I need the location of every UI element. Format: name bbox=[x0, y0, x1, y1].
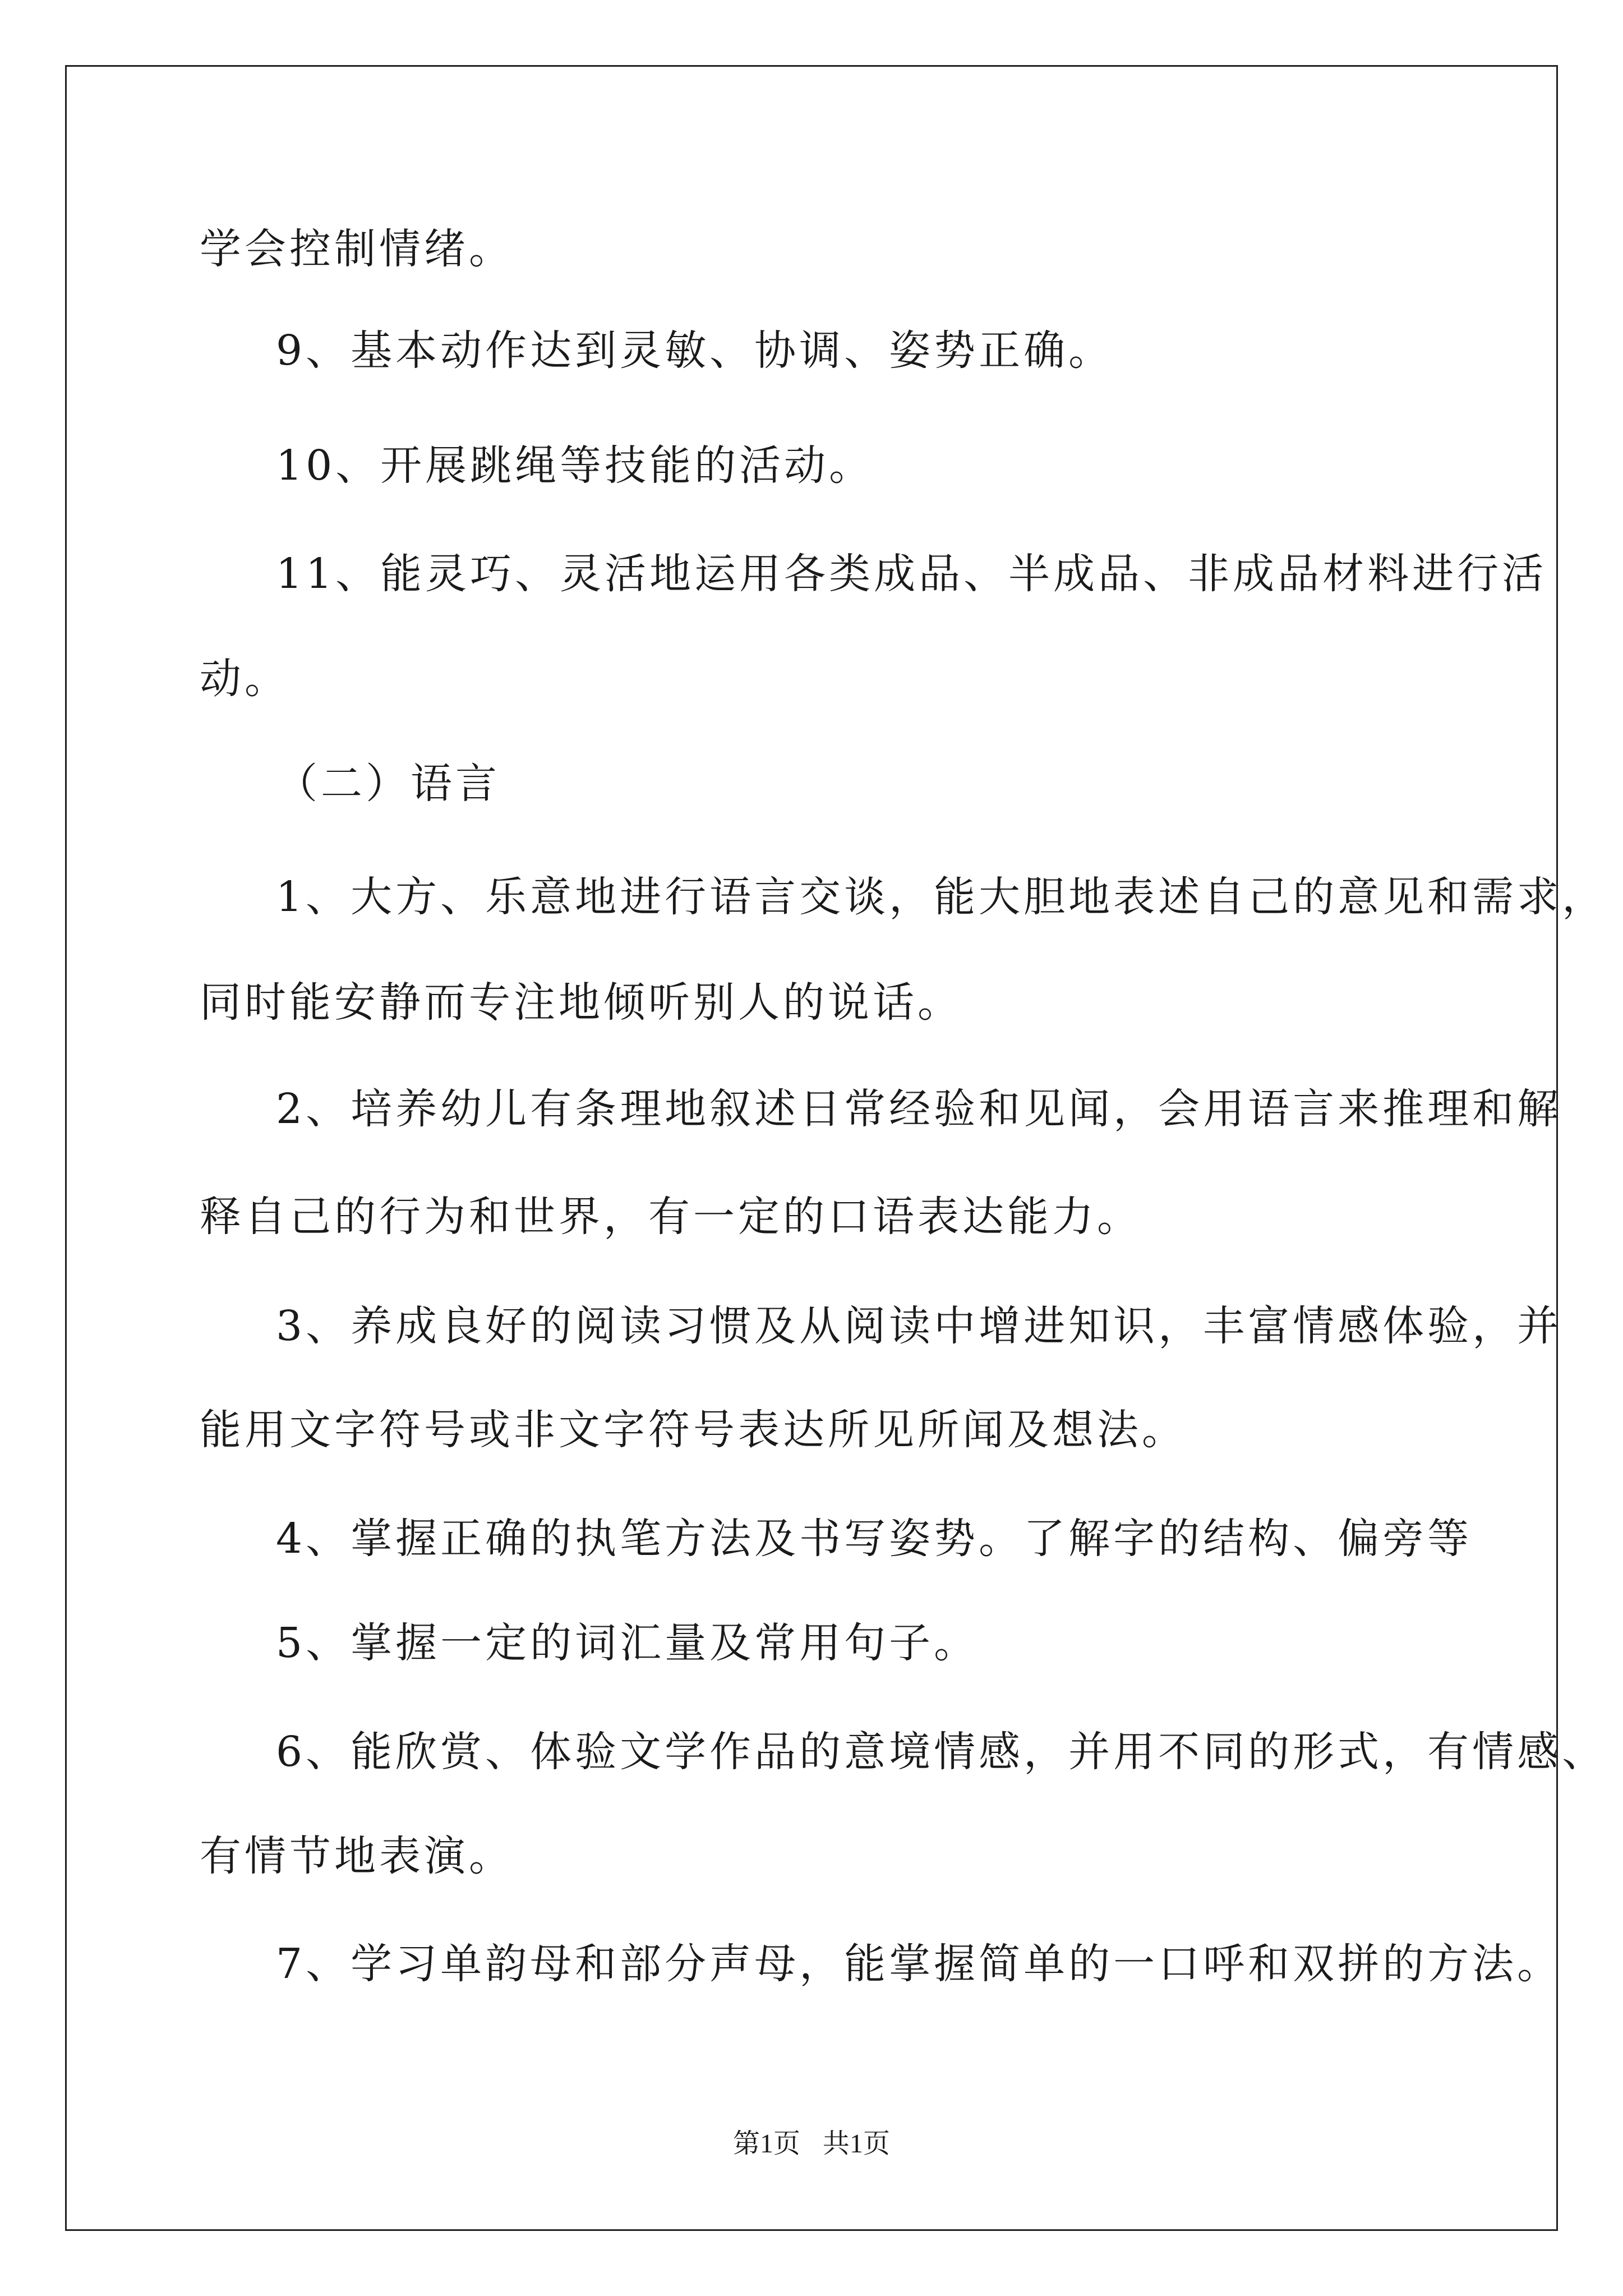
text-line: 6、能欣赏、体验文学作品的意境情感，并用不同的形式，有情感、 bbox=[276, 1728, 1607, 1776]
page-number-current: 第1页 bbox=[732, 2129, 800, 2159]
page-footer bbox=[0, 2127, 1623, 2161]
page-number-total: 共1页 bbox=[823, 2129, 891, 2159]
text-line: 动。 bbox=[200, 655, 289, 703]
text-line: 10、开展跳绳等技能的活动。 bbox=[276, 441, 874, 490]
text-line: 同时能安静而专注地倾听别人的说话。 bbox=[200, 978, 962, 1027]
text-line: 学会控制情绪。 bbox=[200, 225, 514, 273]
text-line: 9、基本动作达到灵敏、协调、姿势正确。 bbox=[276, 326, 1114, 375]
text-line: 有情节地表演。 bbox=[200, 1832, 514, 1880]
text-line: 能用文字符号或非文字符号表达所见所闻及想法。 bbox=[200, 1406, 1187, 1454]
text-line: 3、养成良好的阅读习惯及从阅读中增进知识，丰富情感体验，并 bbox=[276, 1302, 1562, 1350]
text-line: 1、大方、乐意地进行语言交谈，能大胆地表述自己的意见和需求， bbox=[276, 873, 1607, 921]
text-line: 4、掌握正确的执笔方法及书写姿势。了解字的结构、偏旁等 bbox=[276, 1515, 1473, 1563]
section-heading: （二）语言 bbox=[276, 760, 500, 808]
text-line: 2、培养幼儿有条理地叙述日常经验和见闻，会用语言来推理和解 bbox=[276, 1085, 1562, 1133]
text-line: 释自己的行为和世界，有一定的口语表达能力。 bbox=[200, 1193, 1142, 1241]
text-line: 5、掌握一定的词汇量及常用句子。 bbox=[276, 1619, 979, 1667]
text-line: 11、能灵巧、灵活地运用各类成品、半成品、非成品材料进行活 bbox=[276, 550, 1547, 598]
text-line: 7、学习单韵母和部分声母，能掌握简单的一口呼和双拼的方法。 bbox=[276, 1940, 1562, 1988]
page-border bbox=[65, 65, 1558, 2231]
